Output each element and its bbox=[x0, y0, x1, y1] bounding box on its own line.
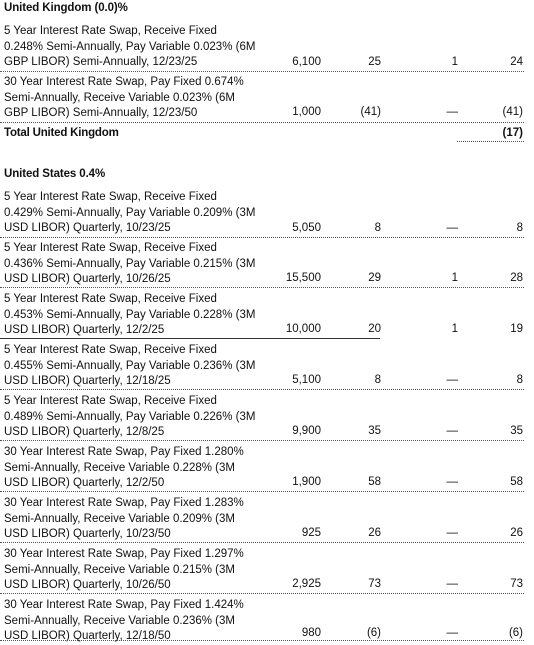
value-amount: 29 bbox=[368, 272, 381, 284]
value-amount: 73 bbox=[368, 578, 381, 590]
upfront-premium: 1 bbox=[451, 56, 458, 68]
row-divider-solid bbox=[0, 338, 380, 339]
row-divider bbox=[0, 122, 524, 123]
unrealized-gain: 19 bbox=[510, 323, 523, 335]
row-divider bbox=[0, 440, 524, 441]
desc-line: USD LIBOR) Quarterly, 12/2/50 bbox=[4, 477, 165, 489]
section-title-united-kingdom: United Kingdom (0.0)% bbox=[4, 2, 128, 14]
value-amount: 58 bbox=[368, 476, 381, 488]
notional-amount: 5,050 bbox=[292, 222, 321, 234]
row-divider bbox=[0, 389, 524, 390]
desc-line: 0.455% Semi-Annually, Pay Variable 0.236% (3M bbox=[4, 359, 256, 372]
desc-line: 30 Year Interest Rate Swap, Pay Fixed 1.280% bbox=[4, 446, 244, 458]
notional-amount: 15,500 bbox=[285, 272, 321, 284]
desc-line: USD LIBOR) Quarterly, 10/26/50 bbox=[4, 579, 171, 591]
upfront-premium: — bbox=[446, 476, 458, 488]
desc-line: USD LIBOR) Quarterly, 12/18/25 bbox=[4, 375, 171, 387]
total-value: (17) bbox=[502, 127, 523, 139]
row-divider bbox=[0, 71, 524, 72]
desc-line: 30 Year Interest Rate Swap, Pay Fixed 1.424% bbox=[4, 599, 244, 611]
desc-line: 0.429% Semi-Annually, Pay Variable 0.209% (3M bbox=[4, 206, 256, 219]
unrealized-gain: 58 bbox=[510, 476, 523, 488]
row-description bbox=[4, 343, 274, 390]
value-amount: 8 bbox=[374, 374, 381, 386]
desc-line: 5 Year Interest Rate Swap, Receive Fixed bbox=[4, 344, 217, 356]
value-amount: 26 bbox=[368, 527, 381, 539]
unrealized-gain: 28 bbox=[510, 272, 523, 284]
value-amount: (6) bbox=[366, 627, 381, 639]
row-divider bbox=[0, 287, 524, 288]
desc-line: 0.489% Semi-Annually, Pay Variable 0.226% (3M bbox=[4, 410, 256, 423]
unrealized-gain: 8 bbox=[516, 374, 523, 386]
notional-amount: 1,000 bbox=[292, 106, 321, 118]
value-amount: 20 bbox=[368, 323, 381, 335]
desc-line: GBP LIBOR) Semi-Annually, 12/23/50 bbox=[4, 107, 198, 119]
unrealized-gain: 24 bbox=[510, 56, 523, 68]
row-description bbox=[4, 241, 274, 288]
desc-line: 5 Year Interest Rate Swap, Receive Fixed bbox=[4, 293, 217, 305]
desc-line: 0.453% Semi-Annually, Pay Variable 0.228% (3M bbox=[4, 308, 256, 321]
upfront-premium: — bbox=[446, 527, 458, 539]
desc-line: Semi-Annually, Receive Variable 0.023% (6M bbox=[4, 91, 235, 104]
desc-line: 5 Year Interest Rate Swap, Receive Fixed bbox=[4, 242, 217, 254]
upfront-premium: — bbox=[446, 578, 458, 590]
total-underline bbox=[457, 141, 524, 142]
notional-amount: 10,000 bbox=[285, 323, 321, 335]
row-divider bbox=[0, 640, 524, 641]
desc-line: 0.248% Semi-Annually, Pay Variable 0.023% (6M bbox=[4, 40, 256, 53]
notional-amount: 925 bbox=[301, 527, 321, 539]
notional-amount: 980 bbox=[301, 627, 321, 639]
upfront-premium: — bbox=[446, 106, 458, 118]
upfront-premium: — bbox=[446, 627, 458, 639]
value-amount: (41) bbox=[360, 106, 381, 118]
unrealized-gain: (41) bbox=[502, 106, 523, 118]
desc-line: 30 Year Interest Rate Swap, Pay Fixed 1.283% bbox=[4, 497, 244, 509]
upfront-premium: 1 bbox=[451, 272, 458, 284]
row-description bbox=[4, 190, 274, 237]
value-amount: 25 bbox=[368, 56, 381, 68]
desc-line: 0.436% Semi-Annually, Pay Variable 0.215% (3M bbox=[4, 257, 256, 270]
desc-line: 30 Year Interest Rate Swap, Pay Fixed 0.674% bbox=[4, 76, 244, 88]
desc-line: USD LIBOR) Quarterly, 12/8/25 bbox=[4, 426, 165, 438]
row-description bbox=[4, 75, 274, 122]
unrealized-gain: 73 bbox=[510, 578, 523, 590]
upfront-premium: 1 bbox=[451, 323, 458, 335]
desc-line: USD LIBOR) Quarterly, 12/2/25 bbox=[4, 324, 165, 336]
value-amount: 35 bbox=[368, 425, 381, 437]
unrealized-gain: 8 bbox=[516, 222, 523, 234]
unrealized-gain: 26 bbox=[510, 527, 523, 539]
row-divider bbox=[0, 542, 524, 543]
row-divider bbox=[0, 237, 524, 238]
notional-amount: 2,925 bbox=[292, 578, 321, 590]
row-description bbox=[4, 598, 274, 645]
upfront-premium: — bbox=[446, 374, 458, 386]
row-description bbox=[4, 292, 274, 339]
desc-line: 30 Year Interest Rate Swap, Pay Fixed 1.297% bbox=[4, 548, 244, 560]
row-divider bbox=[0, 491, 524, 492]
desc-line: Semi-Annually, Receive Variable 0.228% (3M bbox=[4, 461, 235, 474]
desc-line: 5 Year Interest Rate Swap, Receive Fixed bbox=[4, 25, 217, 37]
row-description bbox=[4, 394, 274, 441]
notional-amount: 6,100 bbox=[292, 56, 321, 68]
desc-line: GBP LIBOR) Semi-Annually, 12/23/25 bbox=[4, 56, 198, 68]
desc-line: 5 Year Interest Rate Swap, Receive Fixed bbox=[4, 191, 217, 203]
row-description bbox=[4, 547, 274, 594]
unrealized-gain: 35 bbox=[510, 425, 523, 437]
desc-line: Semi-Annually, Receive Variable 0.215% (3M bbox=[4, 563, 235, 576]
row-description bbox=[4, 496, 274, 543]
row-description bbox=[4, 445, 274, 492]
row-divider bbox=[0, 593, 524, 594]
upfront-premium: — bbox=[446, 425, 458, 437]
desc-line: USD LIBOR) Quarterly, 10/26/25 bbox=[4, 273, 171, 285]
notional-amount: 9,900 bbox=[292, 425, 321, 437]
desc-line: 5 Year Interest Rate Swap, Receive Fixed bbox=[4, 395, 217, 407]
value-amount: 8 bbox=[374, 222, 381, 234]
total-label: Total United Kingdom bbox=[4, 127, 119, 139]
desc-line: Semi-Annually, Receive Variable 0.209% (3M bbox=[4, 512, 235, 525]
notional-amount: 5,100 bbox=[292, 374, 321, 386]
section-title-united-states: United States 0.4% bbox=[4, 168, 106, 180]
notional-amount: 1,900 bbox=[292, 476, 321, 488]
unrealized-gain: (6) bbox=[508, 627, 523, 639]
desc-line: USD LIBOR) Quarterly, 10/23/50 bbox=[4, 528, 171, 540]
row-description bbox=[4, 24, 274, 71]
desc-line: USD LIBOR) Quarterly, 12/18/50 bbox=[4, 630, 171, 642]
desc-line: Semi-Annually, Receive Variable 0.236% (3M bbox=[4, 614, 235, 627]
upfront-premium: — bbox=[446, 222, 458, 234]
desc-line: USD LIBOR) Quarterly, 10/23/25 bbox=[4, 222, 171, 234]
